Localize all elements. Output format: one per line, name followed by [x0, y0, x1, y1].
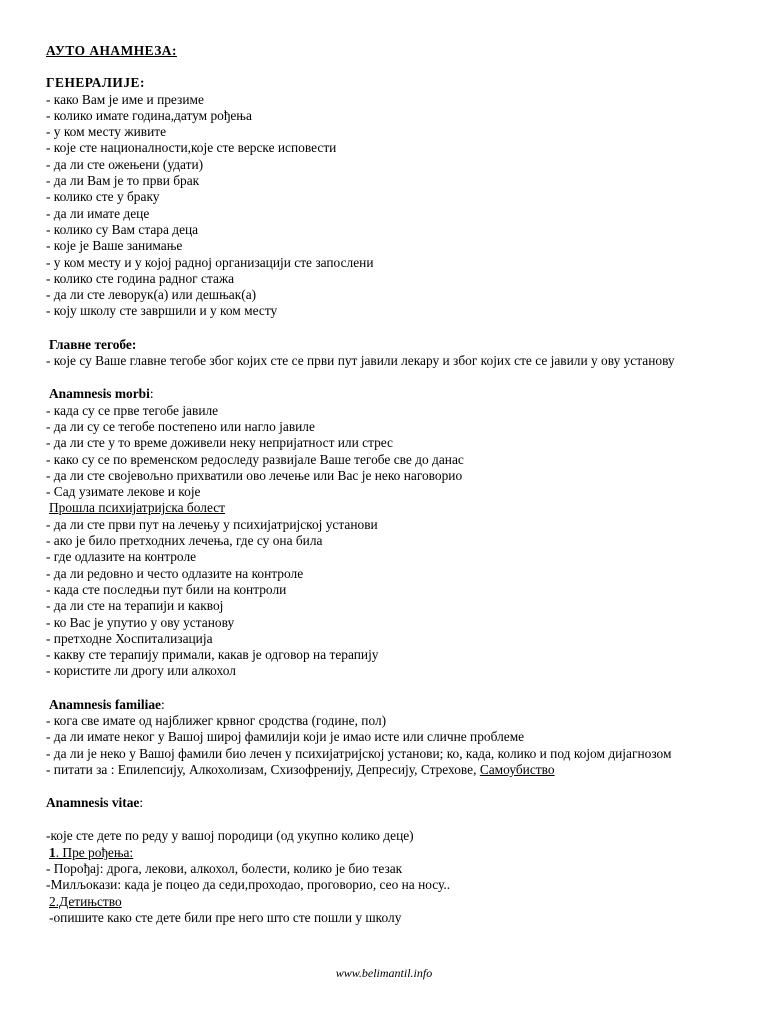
past-illness-list — [46, 517, 736, 680]
list-item: - да ли је неко у Вашој фамили био лечен у психијатријској установи; ко, када, колико и под којом дијагнозом — [46, 745, 672, 761]
before-birth-heading: . Пре рођења: — [55, 844, 134, 860]
list-item: - када су се прве тегобе јавиле — [46, 402, 219, 418]
document-content — [46, 40, 736, 926]
list-item: - да ли сте својевољно прихватили ово лечење или Вас је неко наговорио — [46, 467, 463, 483]
list-item: - колико имате година,датум рођења — [46, 107, 252, 123]
diagnoses-prefix: - питати за : Епилепсију, Алкохолизам, Схизофренију, Депресију, Стрехове, — [46, 761, 480, 777]
suicide-underlined: Самоубиство — [479, 761, 555, 777]
childhood-heading-row — [46, 894, 736, 910]
list-item: - колико су Вам стара деца — [46, 221, 199, 237]
list-item: - када сте последњи пут били на контроли — [46, 581, 287, 597]
childhood-heading: 2.Детињство — [49, 893, 122, 909]
vitae-heading-colon: : — [139, 795, 144, 811]
footer-url: www.belimantil.info — [335, 966, 433, 980]
past-illness-heading-row — [46, 500, 736, 516]
before-birth-heading-row — [46, 845, 736, 861]
morbi-heading-row — [46, 386, 736, 402]
list-item: - да ли су се тегобе постепено или нагло јавиле — [46, 418, 315, 434]
list-item: - да ли Вам је то први брак — [46, 173, 200, 189]
list-item: - како Вам је име и презиме — [46, 91, 204, 107]
list-item: - колико сте година радног стажа — [46, 270, 235, 286]
list-item: -Милљокази: када је поцео да седи,проходао, проговорио, сео на носу.. — [46, 877, 451, 893]
general-list — [46, 92, 736, 320]
list-item: - које сте националности,које сте верске исповести — [46, 140, 337, 156]
list-item: - да ли сте први пут на лечењу у психијатријској установи — [46, 516, 378, 532]
list-item: - које је Ваше занимање — [46, 238, 183, 254]
list-item: - да ли имате неког у Вашој широј фамилији који је имао исте или сличне проблеме — [46, 729, 525, 745]
list-item: - колико сте у браку — [46, 189, 160, 205]
morbi-list — [46, 403, 736, 501]
document-title: АУТО АНАМНЕЗА: — [46, 43, 177, 58]
vitae-intro: -које сте дете по реду у вашој породици (од укупно колико деце) — [46, 828, 414, 844]
list-item: - да ли редовно и често одлазите на контроле — [46, 565, 304, 581]
list-item: - да ли имате деце — [46, 205, 150, 221]
before-birth-number: 1 — [49, 844, 56, 860]
morbi-heading: Anamnesis morbi — [49, 386, 150, 402]
list-item: - какву сте терапију примали, какав је одговор на терапију — [46, 647, 379, 663]
list-item: - ако је било претходних лечења, где су она била — [46, 533, 323, 549]
list-item: - у ком месту и у којој радној организацији сте запослени — [46, 254, 374, 270]
familiae-heading-colon: : — [160, 696, 165, 712]
list-item: - ко Вас је упутио у ову установу — [46, 614, 235, 630]
list-item: - Сад узимате лекове и које — [46, 484, 201, 500]
list-item: - у ком месту живите — [46, 124, 167, 140]
list-item: - да ли сте на терапији и каквој — [46, 598, 224, 614]
vitae-heading-row — [46, 795, 736, 811]
list-item: - да ли сте у то време доживели неку непријатност или стрес — [46, 435, 394, 451]
list-item: - коју школу сте завршили и у ком месту — [46, 303, 278, 319]
list-item: - Порођај: дрога, лекови, алкохол, болести, колико је био тезак — [46, 861, 403, 877]
list-item: - користите ли дрогу или алкохол — [46, 663, 236, 679]
list-item: - како су се по временском редоследу развијале Ваше тегобе све до данас — [46, 451, 464, 467]
past-illness-heading: Прошла психијатријска болест — [49, 500, 226, 516]
familiae-heading: Anamnesis familiae — [49, 696, 161, 712]
list-item — [46, 762, 736, 778]
list-item: - да ли сте ожењени (удати) — [46, 156, 204, 172]
complaints-heading: Главне тегобе: — [49, 336, 137, 352]
complaints-text: - које су Ваше главне тегобе због којих сте се први пут јавили лекару и због којих сте се јавили у ову установу — [46, 353, 675, 369]
familiae-heading-row — [46, 697, 736, 713]
list-item: - претходне Хоспитализација — [46, 630, 213, 646]
list-item: -опишите како сте дете били пре него што сте пошли у школу — [49, 909, 402, 925]
list-item: - да ли сте леворук(а) или дешњак(а) — [46, 287, 257, 303]
list-item: - кога све имате од најближег крвног сродства (године, пол) — [46, 712, 387, 728]
vitae-heading: Anamnesis vitae — [46, 795, 140, 811]
list-item: - где одлазите на контроле — [46, 549, 197, 565]
morbi-heading-colon: : — [149, 386, 154, 402]
general-heading: ГЕНЕРАЛИЈЕ: — [46, 75, 145, 91]
familiae-list — [46, 713, 736, 778]
